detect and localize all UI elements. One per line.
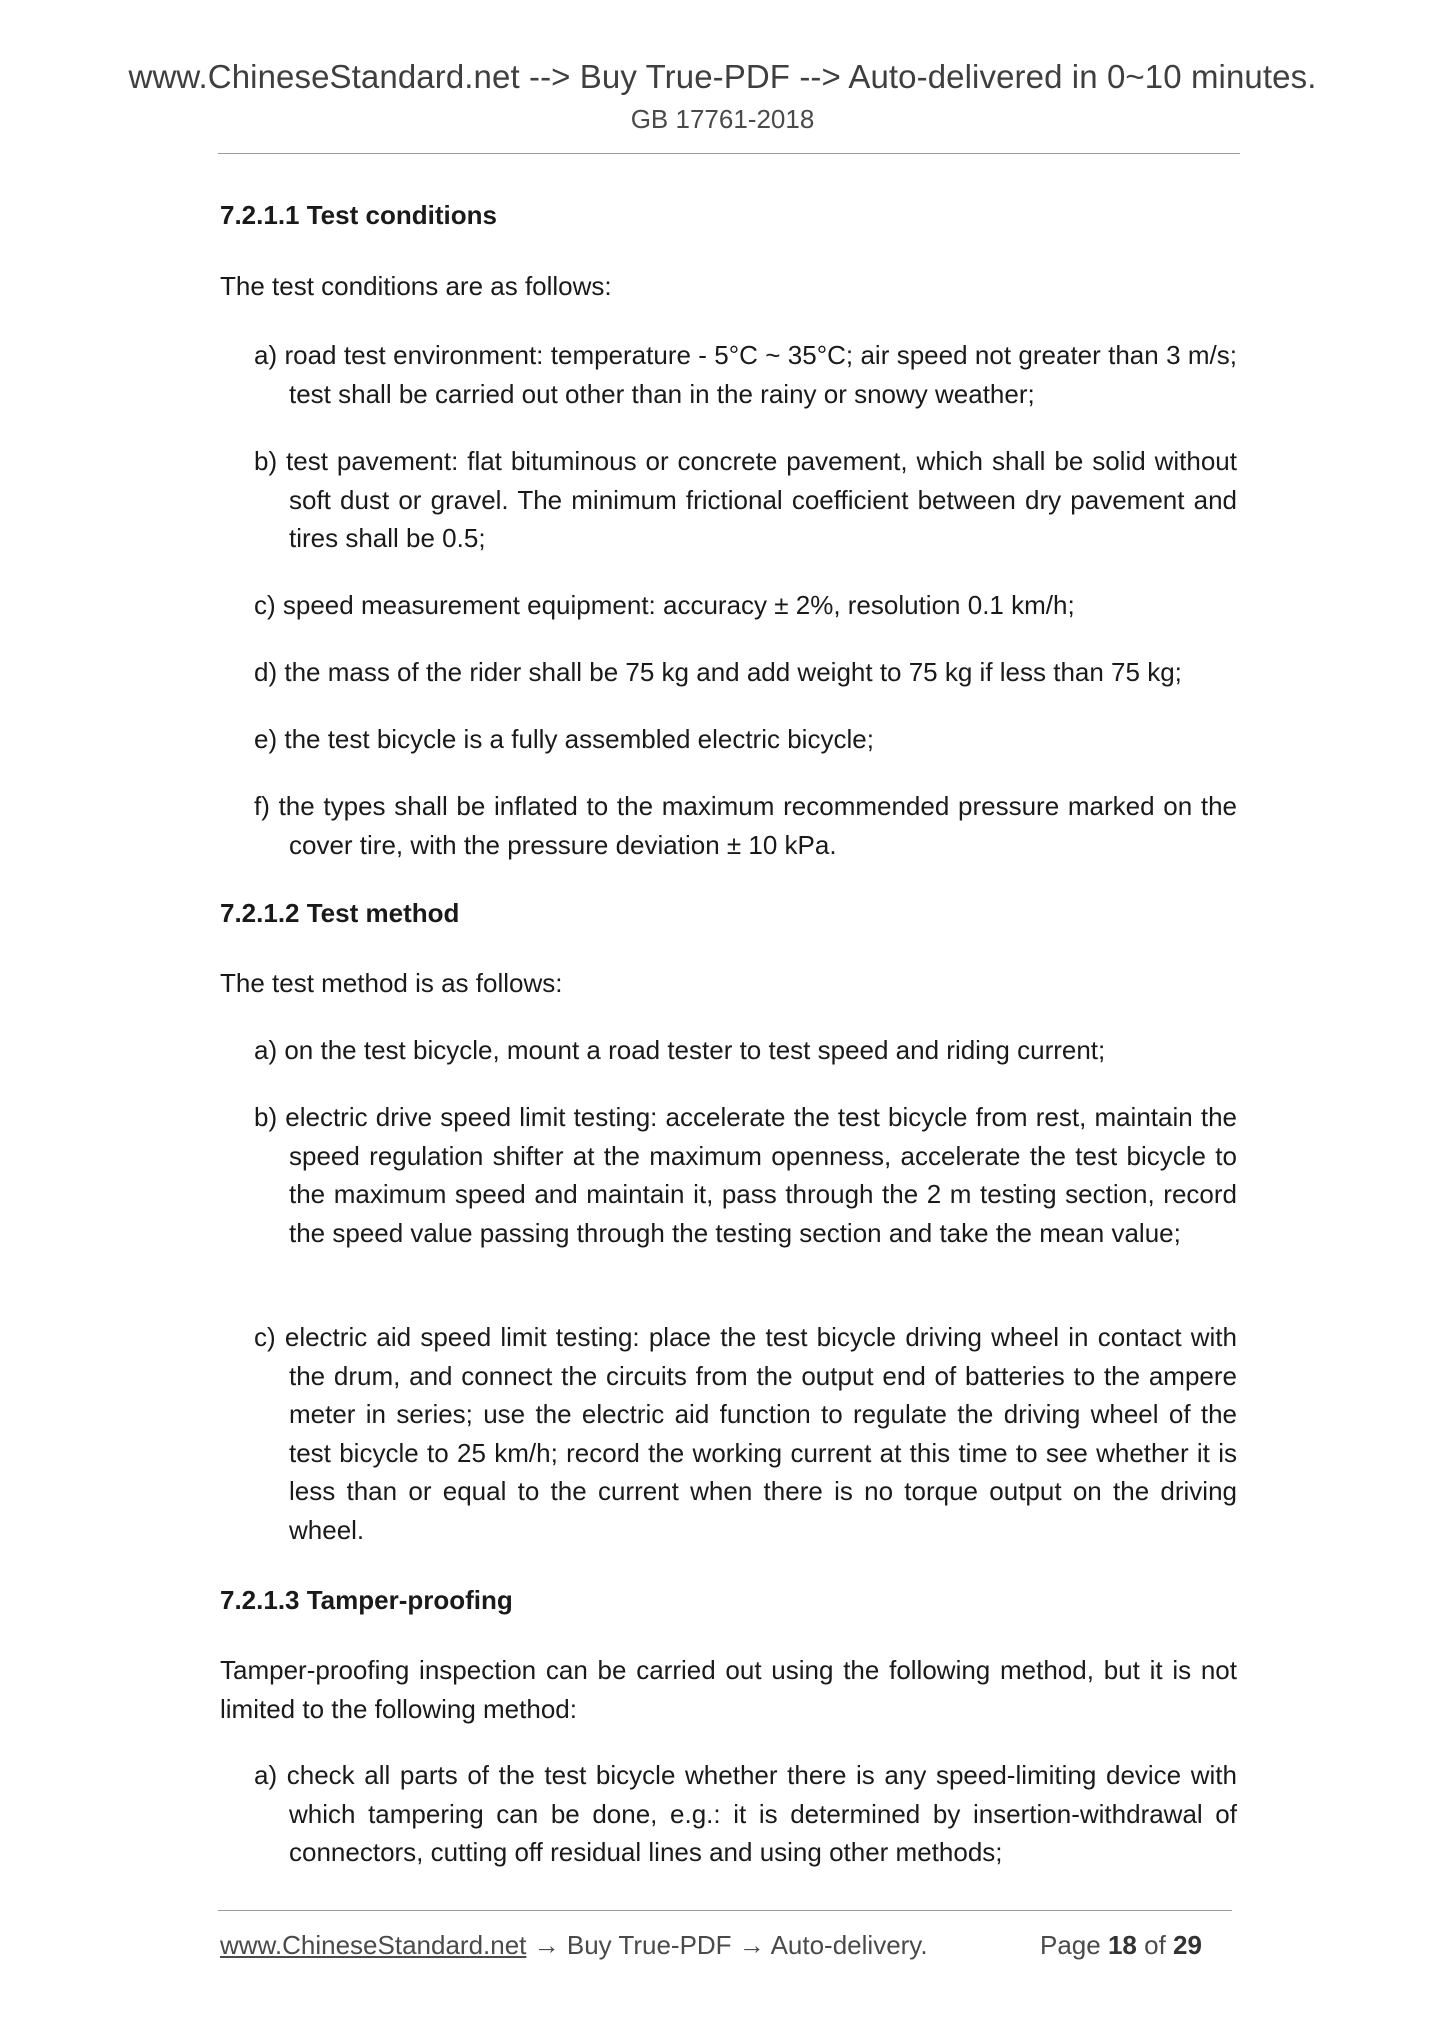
page-word: Page xyxy=(1040,1930,1101,1960)
page-total: 29 xyxy=(1173,1930,1202,1960)
of-word: of xyxy=(1144,1930,1166,1960)
list-item: c) electric aid speed limit testing: place the test bicycle driving wheel in contact with the drum, and connect the circuits from the output end of batteries to the ampere meter in series; use the electric aid function to regulate the driving wheel of the test bicycle to 25 km/h; record the working current at this time to see whether it is less than or equal to the current when there is no torque output on the driving wheel. xyxy=(254,1322,1237,1545)
list-item: b) test pavement: flat bituminous or concrete pavement, which shall be solid without soft dust or gravel. The minimum frictional coefficient between dry pavement and tires shall be 0.5; xyxy=(254,446,1237,553)
section-intro: Tamper-proofing inspection can be carried out using the following method, but it is not limited to the following method: xyxy=(220,1655,1237,1724)
section-intro: The test method is as follows: xyxy=(220,968,563,998)
section-intro: The test conditions are as follows: xyxy=(220,271,612,301)
list-item: d) the mass of the rider shall be 75 kg and add weight to 75 kg if less than 75 kg; xyxy=(254,657,1182,687)
site-banner: www.ChineseStandard.net --> Buy True-PDF --> Auto-delivered in 0~10 minutes. xyxy=(128,58,1317,95)
page-indicator xyxy=(1040,1930,1202,1961)
list-item: e) the test bicycle is a fully assembled electric bicycle; xyxy=(254,724,874,754)
page-number: 18 xyxy=(1107,1930,1137,1960)
list-item: c) speed measurement equipment: accuracy ± 2%, resolution 0.1 km/h; xyxy=(254,590,1075,620)
list-item: a) road test environment: temperature - 5°C ~ 35°C; air speed not greater than 3 m/s; test shall be carried out other than in the rainy or snowy weather; xyxy=(254,340,1237,409)
site-link[interactable]: www.ChineseStandard.net xyxy=(220,1930,527,1960)
section-heading-test-conditions: 7.2.1.1 Test conditions xyxy=(220,200,497,230)
footer-tagline: → Buy True-PDF → Auto-delivery. xyxy=(526,1930,928,1960)
section-heading-test-method: 7.2.1.2 Test method xyxy=(220,898,460,928)
list-item: b) electric drive speed limit testing: accelerate the test bicycle from rest, maintain the speed regulation shifter at the maximum openness, accelerate the test bicycle to the maximum speed and maintain it, pass through the 2 m testing section, record the speed value passing through the testing section and take the mean value; xyxy=(254,1102,1237,1248)
footer-divider xyxy=(218,1910,1232,1911)
list-item: a) on the test bicycle, mount a road tester to test speed and riding current; xyxy=(254,1035,1106,1065)
standard-code: GB 17761-2018 xyxy=(630,104,815,134)
section-heading-tamper-proofing: 7.2.1.3 Tamper-proofing xyxy=(220,1585,513,1615)
list-item: f) the types shall be inflated to the maximum recommended pressure marked on the cover tire, with the pressure deviation ± 10 kPa. xyxy=(254,791,1237,860)
footer-promo xyxy=(220,1930,928,1961)
list-item: a) check all parts of the test bicycle whether there is any speed-limiting device with which tampering can be done, e.g.: it is determined by insertion-withdrawal of connectors, cutting off residual lines and using other methods; xyxy=(254,1760,1237,1867)
